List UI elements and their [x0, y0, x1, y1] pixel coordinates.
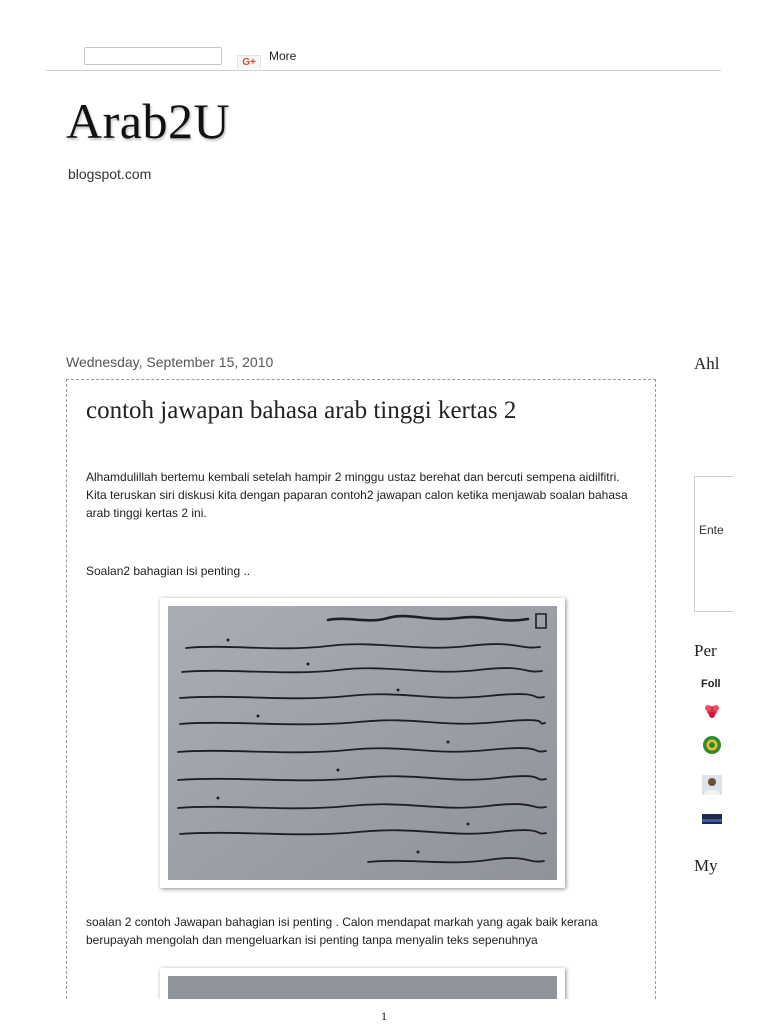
exam-answer-photo[interactable]: [160, 968, 565, 999]
sidebar-heading: My: [694, 856, 718, 875]
navbar-divider: [46, 70, 721, 71]
google-plus-icon: G+: [242, 57, 256, 68]
navbar-search-input[interactable]: [84, 47, 222, 65]
sidebar-subscribe-widget: [694, 476, 734, 612]
post-date-header: Wednesday, September 15, 2010: [66, 354, 274, 370]
post-paragraph: Alhamdulillah bertemu kembali setelah hampir 2 minggu ustaz berehat dan bercuti sempena aidilfitri. Kita teruskan siri diskusi kita dengan paparan contoh2 jawapan calon ketika menjawab soalan bahasa arab tinggi kertas 2 ini.: [86, 470, 628, 520]
green-emblem-avatar-icon[interactable]: [702, 735, 722, 755]
post-paragraph: soalan 2 contoh Jawapan bahagian isi penting . Calon mendapat markah yang agak baik kerana berupayah mengolah dan mengeluarkan isi penting tanpa menyalin teks sepenuhnya: [86, 915, 598, 947]
dark-avatar-icon[interactable]: [702, 810, 722, 830]
blog-title[interactable]: Arab2U: [66, 93, 231, 149]
sidebar-heading: Per: [694, 641, 717, 660]
person-avatar-icon[interactable]: [702, 775, 722, 795]
sidebar: [694, 0, 768, 1024]
navbar-more-link[interactable]: More: [269, 49, 297, 63]
followers-label: Foll: [701, 678, 721, 690]
blog-post: [66, 379, 656, 999]
sidebar-email-input[interactable]: Ente: [699, 523, 724, 537]
sidebar-heading: Ahl: [694, 354, 720, 373]
answer-scan-image: [168, 976, 557, 999]
arabic-text-scan-image: [168, 606, 557, 880]
google-plus-share-button[interactable]: [237, 55, 261, 68]
exam-question-photo[interactable]: [160, 598, 565, 888]
blog-description: blogspot.com: [68, 166, 152, 182]
post-title[interactable]: contoh jawapan bahasa arab tinggi kertas 2: [86, 397, 517, 424]
blogger-navbar: [0, 0, 768, 72]
flower-avatar-icon[interactable]: [702, 701, 722, 721]
post-paragraph: Soalan2 bahagian isi penting ..: [86, 564, 251, 578]
page-number: 1: [381, 1009, 387, 1023]
